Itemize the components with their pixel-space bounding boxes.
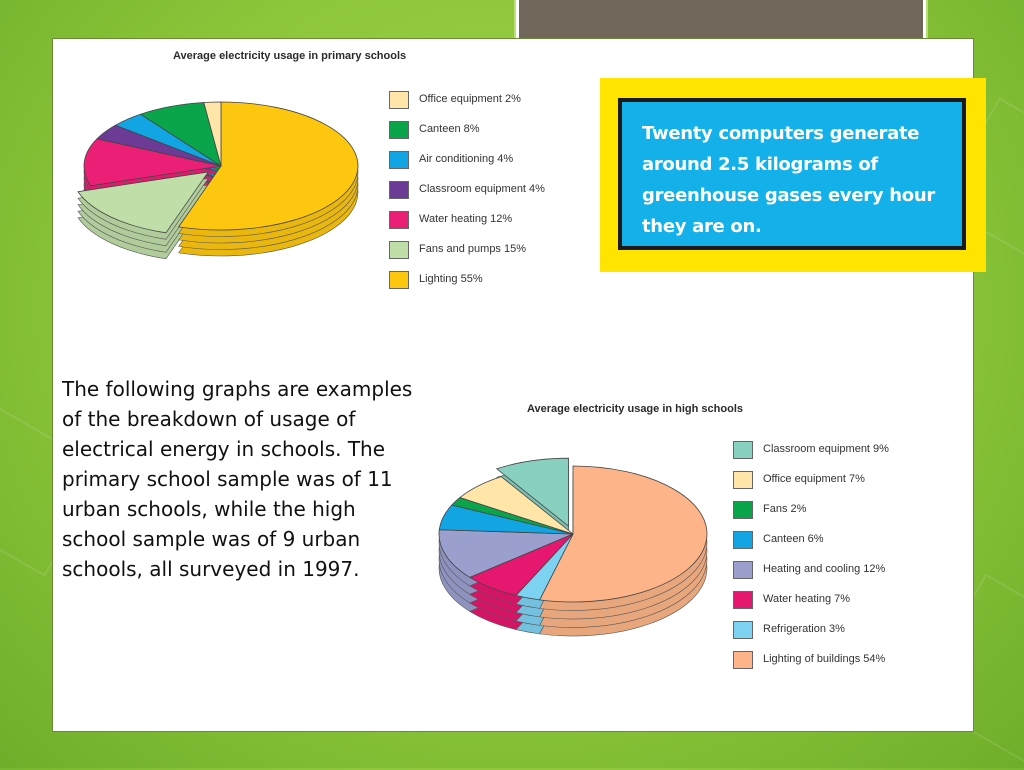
- legend-item-office-equipment-7: [733, 473, 889, 503]
- legend-swatch: [733, 621, 753, 639]
- legend-item-water-heating-7: [733, 593, 889, 623]
- legend-swatch: [733, 441, 753, 459]
- primary-chart-title: Average electricity usage in primary schools: [173, 50, 407, 62]
- legend-label: Canteen 8%: [419, 123, 480, 135]
- legend-swatch: [389, 121, 409, 139]
- high-chart-title: Average electricity usage in high schools: [527, 403, 743, 415]
- legend-label: Heating and cooling 12%: [763, 563, 886, 575]
- legend-label: Water heating 12%: [419, 213, 513, 225]
- legend-label: Office equipment 7%: [763, 473, 865, 485]
- legend-item-classroom-equipment-9: [733, 443, 889, 473]
- legend-item-water-heating-12: [389, 213, 545, 243]
- fact-callout: [600, 78, 986, 272]
- legend-item-office-equipment-2: [389, 93, 545, 123]
- legend-swatch: [389, 271, 409, 289]
- legend-label: Fans 2%: [763, 503, 807, 515]
- legend-label: Classroom equipment 9%: [763, 443, 889, 455]
- legend-item-heating-and-cooling-12: [733, 563, 889, 593]
- legend-label: Office equipment 2%: [419, 93, 521, 105]
- legend-swatch: [389, 241, 409, 259]
- legend-label: Water heating 7%: [763, 593, 851, 605]
- legend-item-canteen-8: [389, 123, 545, 153]
- legend-swatch: [733, 561, 753, 579]
- high-chart-legend: [733, 443, 889, 683]
- legend-swatch: [389, 91, 409, 109]
- legend-label: Refrigeration 3%: [763, 623, 845, 635]
- legend-label: Air conditioning 4%: [419, 153, 514, 165]
- legend-swatch: [389, 211, 409, 229]
- legend-item-lighting-55: [389, 273, 545, 303]
- legend-item-fans-2: [733, 503, 889, 533]
- legend-item-classroom-equipment-4: [389, 183, 545, 213]
- legend-label: Lighting of buildings 54%: [763, 653, 886, 665]
- legend-item-lighting-of-buildings-54: [733, 653, 889, 683]
- legend-item-canteen-6: [733, 533, 889, 563]
- legend-swatch: [733, 591, 753, 609]
- primary-pie-chart: [63, 84, 373, 314]
- primary-chart-legend: [389, 93, 545, 303]
- legend-label: Lighting 55%: [419, 273, 483, 285]
- legend-item-air-conditioning-4: [389, 153, 545, 183]
- legend-swatch: [733, 651, 753, 669]
- callout-text: Twenty computers generate around 2.5 kilograms of greenhouse gases every hour they are on.: [642, 123, 935, 237]
- callout-frame: [618, 98, 966, 250]
- legend-label: Fans and pumps 15%: [419, 243, 527, 255]
- description-text: The following graphs are examples of the breakdown of usage of electrical energy in schools. The primary school sample was of 11 urban schools, while the high school sample was of 9 urban schools, all surveyed in 1997.: [62, 377, 413, 581]
- high-pie-chart: [421, 449, 721, 689]
- legend-label: Canteen 6%: [763, 533, 824, 545]
- legend-item-refrigeration-3: [733, 623, 889, 653]
- legend-swatch: [733, 471, 753, 489]
- legend-item-fans-and-pumps-15: [389, 243, 545, 273]
- legend-swatch: [733, 501, 753, 519]
- callout-panel: [622, 102, 962, 246]
- legend-swatch: [733, 531, 753, 549]
- legend-label: Classroom equipment 4%: [419, 183, 545, 195]
- legend-swatch: [389, 151, 409, 169]
- legend-swatch: [389, 181, 409, 199]
